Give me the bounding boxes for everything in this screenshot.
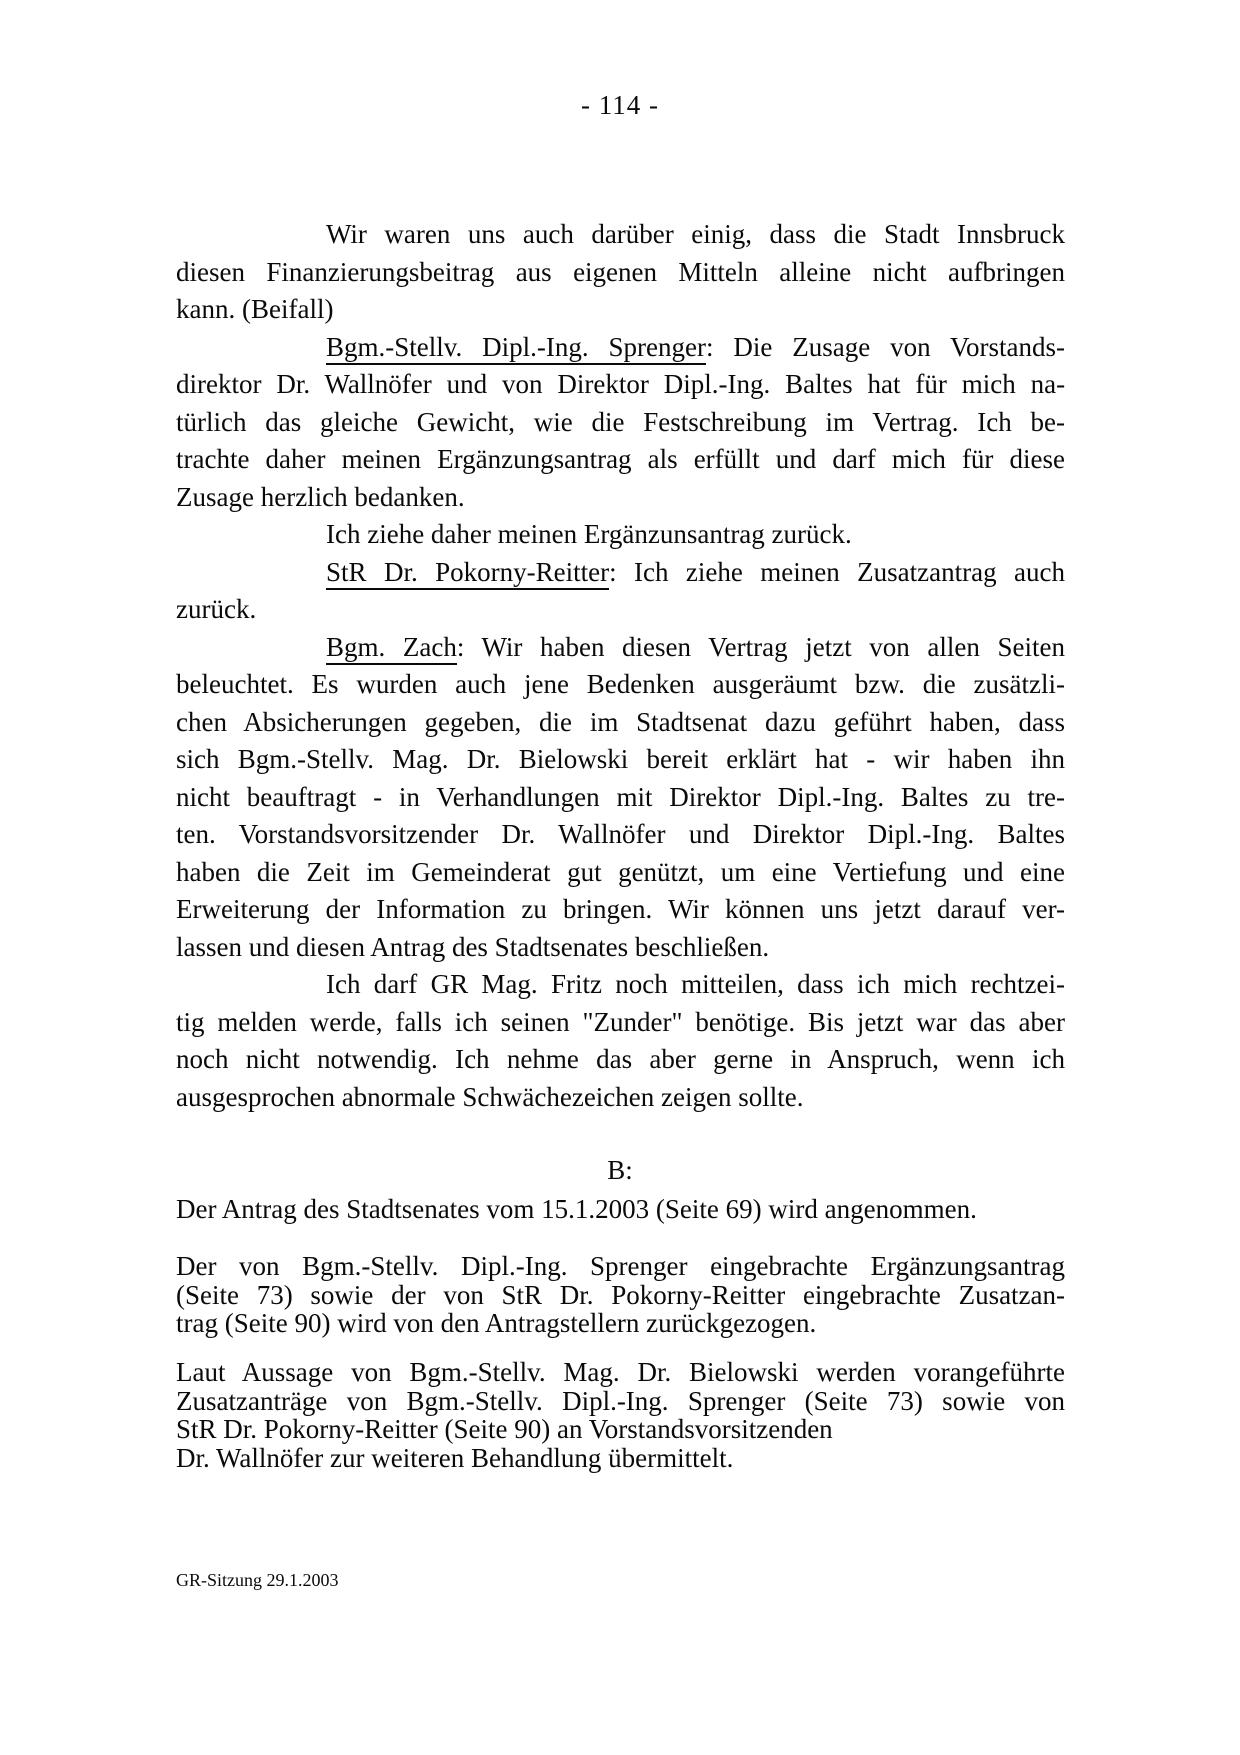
paragraph [176, 966, 1065, 1116]
paragraph [176, 216, 1065, 329]
text-line [176, 891, 1065, 929]
text-segment: tig melden werde, falls ich seinen "Zunder" benötige. Bis jetzt war das aber [176, 1006, 1065, 1037]
text-segment: lassen und diesen Antrag des Stadtsenates beschließen. [176, 931, 770, 962]
text-segment: zurück. [176, 594, 257, 624]
paragraph [176, 1195, 1065, 1224]
paragraph [176, 1252, 1065, 1338]
text-line [176, 1281, 1065, 1310]
text-segment: : Wir haben diesen Vertrag jetzt von allen Seiten [456, 631, 1065, 662]
resolution-antrag-angenommen [176, 1195, 1065, 1224]
text-line [176, 254, 1065, 292]
text-segment: kann. (Beifall) [176, 294, 334, 324]
text-segment: direktor Dr. Wallnöfer und von Direktor Dipl.-Ing. Baltes hat für mich na- [176, 369, 1066, 399]
text-line [176, 629, 1065, 667]
text-line [176, 554, 1065, 592]
speaker-name: Bgm.-Stellv. Dipl.-Ing. Sprenger [326, 332, 706, 365]
text-line [176, 1041, 1065, 1079]
text-segment: beleuchtet. Es wurden auch jene Bedenken ausgeräumt bzw. die zusätzli- [176, 669, 1065, 699]
text-segment: trachte daher meinen Ergänzungsantrag als erfüllt und darf mich für diese [176, 444, 1065, 474]
speaker-name: StR Dr. Pokorny-Reitter [326, 557, 609, 590]
text-segment: StR Dr. Pokorny-Reitter (Seite 90) an Vorstandsvorsitzenden [176, 1414, 833, 1444]
text-segment: noch nicht notwendig. Ich nehme das aber gerne in Anspruch, wenn ich [176, 1044, 1065, 1074]
text-segment: Der Antrag des Stadtsenates vom 15.1.2003 (Seite 69) wird angenommen. [176, 1194, 977, 1224]
section-marker-b: B: [607, 1155, 633, 1185]
paragraph [176, 554, 1065, 629]
text-segment: Laut Aussage von Bgm.-Stellv. Mag. Dr. Bielowski werden vorangeführte [176, 1357, 1065, 1387]
text-line [176, 1252, 1065, 1281]
text-line [176, 1004, 1065, 1042]
text-line [176, 854, 1065, 892]
text-segment: nicht beauftragt - in Verhandlungen mit Direktor Dipl.-Ing. Baltes zu tre- [176, 781, 1065, 812]
text-line [176, 1309, 1065, 1338]
text-line [176, 329, 1065, 367]
text-line [176, 1415, 1065, 1444]
text-segment: ten. Vorstandsvorsitzender Dr. Wallnöfer und Direktor Dipl.-Ing. Baltes [176, 819, 1065, 849]
text-line [176, 216, 1065, 254]
paragraph [176, 329, 1065, 517]
text-line [176, 291, 1065, 329]
resolution-uebermittlung [176, 1358, 1065, 1472]
text-line [176, 441, 1065, 479]
text-line [176, 591, 1065, 629]
text-line [176, 1444, 1065, 1473]
paragraph [176, 516, 1065, 554]
paragraph [176, 629, 1065, 967]
text-segment: chen Absicherungen gegeben, die im Stadtsenat dazu geführt haben, dass [176, 706, 1066, 737]
text-line [176, 779, 1065, 817]
text-segment: Ich ziehe daher meinen Ergänzunsantrag zurück. [326, 519, 852, 549]
text-line [176, 816, 1065, 854]
resolution-antraege-zurueckgezogen [176, 1252, 1065, 1338]
text-line [176, 479, 1065, 517]
text-line [176, 404, 1065, 442]
text-segment: Der von Bgm.-Stellv. Dipl.-Ing. Sprenger eingebrachte Ergänzungsantrag [176, 1251, 1066, 1281]
page-number: - 114 - [581, 90, 659, 120]
text-line [176, 366, 1065, 404]
text-line [176, 741, 1065, 779]
text-line [176, 1387, 1065, 1416]
text-segment: türlich das gleiche Gewicht, wie die Festschreibung im Vertrag. Ich be- [176, 406, 1065, 437]
text-segment: Wir waren uns auch darüber einig, dass die Stadt Innsbruck [326, 219, 1065, 249]
text-segment: : Ich ziehe meinen Zusatzantrag auch [609, 556, 1065, 587]
text-segment: trag (Seite 90) wird von den Antragstellern zurückgezogen. [176, 1308, 817, 1338]
meeting-transcript [176, 216, 1065, 1116]
text-segment: Zusage herzlich bedanken. [176, 481, 465, 512]
text-line [176, 516, 1065, 554]
text-segment: sich Bgm.-Stellv. Mag. Dr. Bielowski bereit erklärt hat - wir haben ihn [176, 744, 1065, 774]
text-segment: Ich darf GR Mag. Fritz noch mitteilen, dass ich mich rechtzei- [326, 969, 1065, 999]
text-line [176, 966, 1065, 1004]
text-line [176, 1358, 1065, 1387]
text-segment: diesen Finanzierungsbeitrag aus eigenen Mitteln alleine nicht aufbringen [176, 256, 1065, 287]
text-line [176, 704, 1065, 742]
text-line [176, 666, 1065, 704]
speaker-name: Bgm. Zach [326, 632, 457, 665]
text-segment: Erweiterung der Information zu bringen. Wir können uns jetzt darauf ver- [176, 894, 1066, 924]
text-segment: Zusatzanträge von Bgm.-Stellv. Dipl.-Ing. Sprenger (Seite 73) sowie von [176, 1385, 1065, 1416]
text-segment: : Die Zusage von Vorstands- [705, 331, 1066, 362]
paragraph [176, 1358, 1065, 1472]
text-line [176, 1195, 1065, 1224]
text-segment: (Seite 73) sowie der von StR Dr. Pokorny-Reitter eingebrachte Zusatzan- [176, 1279, 1066, 1310]
text-segment: haben die Zeit im Gemeinderat gut genützt, um eine Vertiefung und eine [176, 856, 1065, 887]
text-line [176, 929, 1065, 967]
footer-session-label: GR-Sitzung 29.1.2003 [176, 1570, 339, 1590]
text-segment: ausgesprochen abnormale Schwächezeichen zeigen sollte. [176, 1081, 804, 1112]
text-segment: Dr. Wallnöfer zur weiteren Behandlung übermittelt. [176, 1442, 734, 1473]
text-line [176, 1079, 1065, 1117]
